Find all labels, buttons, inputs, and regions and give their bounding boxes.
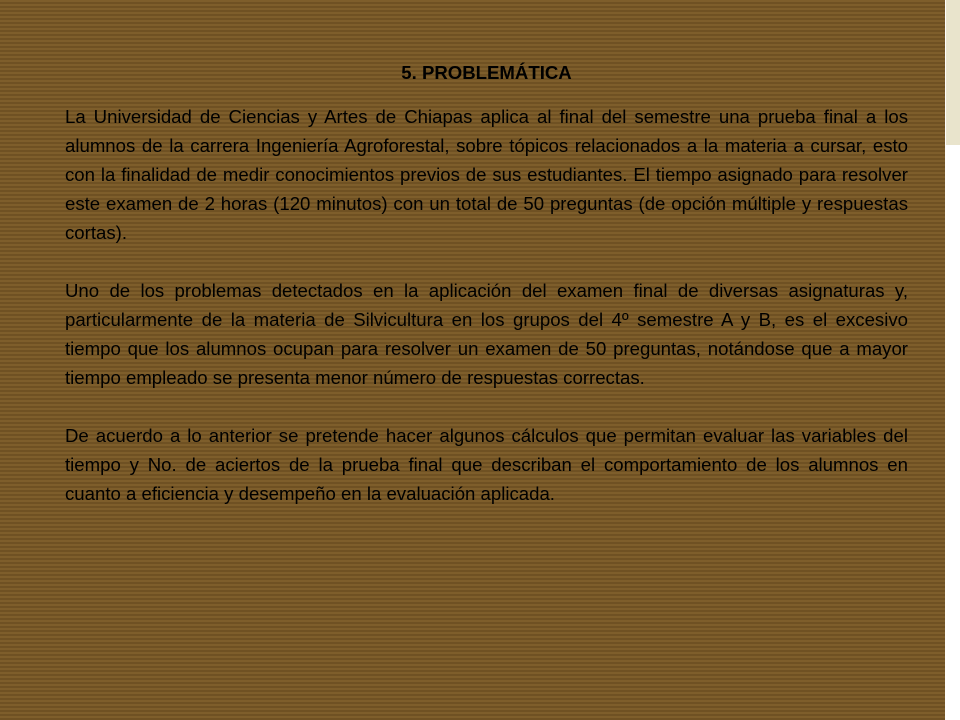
- slide-content: [65, 58, 908, 537]
- paragraph-intro: La Universidad de Ciencias y Artes de Chiapas aplica al final del semestre una prueba final a los alumnos de la carrera Ingeniería Agroforestal, sobre tópicos relacionados a la materia a cursar, esto con la finalidad de medir conocimientos previos de sus estudiantes. El tiempo asignado para resolver este examen de 2 horas (120 minutos) con un total de 50 preguntas (de opción múltiple y respuestas cortas).: [65, 106, 908, 243]
- paragraph-objective: De acuerdo a lo anterior se pretende hacer algunos cálculos que permitan evaluar las variables del tiempo y No. de aciertos de la prueba final que describan el comportamiento de los alumnos en cuanto a eficiencia y desempeño en la evaluación aplicada.: [65, 425, 908, 504]
- right-edge-accent: [946, 0, 960, 145]
- slide-title: 5. PROBLEMÁTICA: [401, 62, 572, 83]
- paragraph-problem: Uno de los problemas detectados en la aplicación del examen final de diversas asignaturas y, particularmente de la materia de Silvicultura en los grupos del 4º semestre A y B, es el excesivo tiempo que los alumnos ocupan para resolver un examen de 50 preguntas, notándose que a mayor tiempo empleado se presenta menor número de respuestas correctas.: [65, 280, 908, 388]
